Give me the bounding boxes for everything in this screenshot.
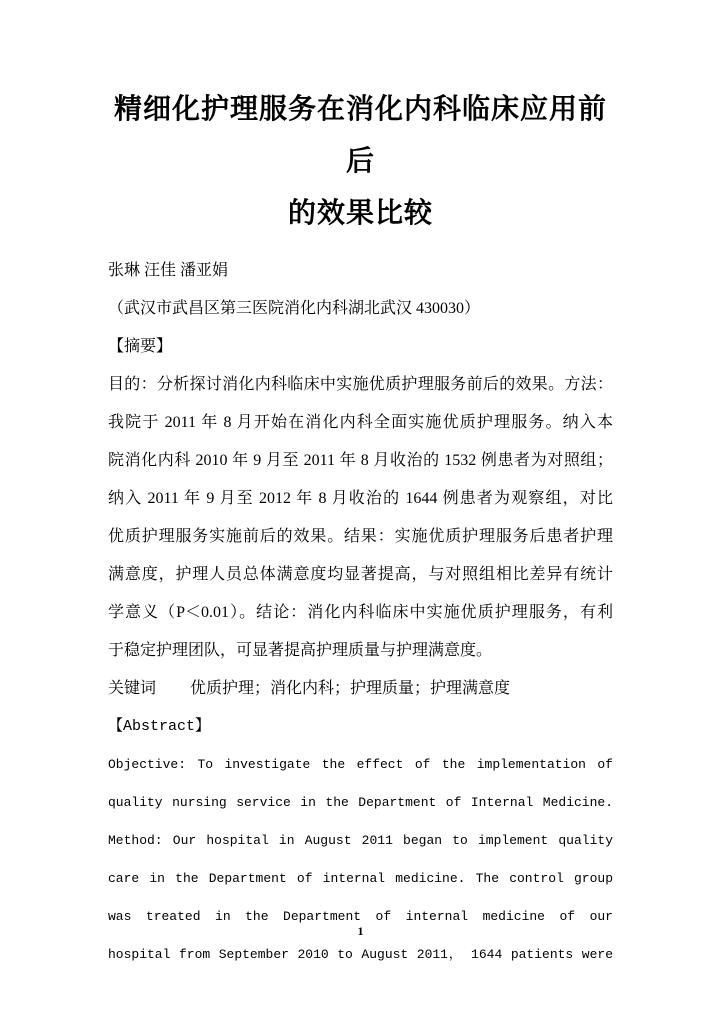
abstract-en-line: care in the Department of internal medicine. The control group (108, 871, 613, 886)
paper-title (108, 84, 613, 240)
abstract-en-line: Objective: To investigate the effect of the implementation of (108, 757, 613, 772)
keywords-line (108, 670, 613, 708)
abstract-cn-line: 纳入 2011 年 9 月至 2012 年 8 月收治的 1644 例患者为观察组，对比 (108, 490, 613, 507)
page-content (108, 0, 613, 974)
abstract-en-line: Method: Our hospital in August 2011 began to implement quality (108, 833, 613, 848)
abstract-cn-line: 院消化内科 2010 年 9 月至 2011 年 8 月收治的 1532 例患者为对照组； (108, 452, 613, 469)
abstract-cn-line: 学意义（P＜0.01）。结论：消化内科临床中实施优质护理服务，有利 (108, 604, 613, 621)
abstract-en-line: quality nursing service in the Department of Internal Medicine. (108, 795, 613, 810)
keywords-label: 关键词 (108, 680, 157, 697)
abstract-en-line: was treated in the Department of internal medicine of our (108, 909, 613, 924)
abstract-cn-line: 于稳定护理团队，可显著提高护理质量与护理满意度。 (108, 642, 493, 659)
abstract-cn-line: 优质护理服务实施前后的效果。结果：实施优质护理服务后患者护理 (108, 528, 613, 545)
keywords-text: 优质护理；消化内科；护理质量；护理满意度 (190, 680, 511, 697)
abstract-en-line: hospital from September 2010 to August 2011， 1644 patients were (108, 947, 613, 962)
paper-title-line-1: 精细化护理服务在消化内科临床应用前后 (113, 94, 607, 177)
paper-title-line-2: 的效果比较 (287, 198, 433, 229)
abstract-cn-line: 满意度，护理人员总体满意度均显著提高，与对照组相比差异有统计 (108, 566, 613, 583)
affiliation: （武汉市武昌区第三医院消化内科湖北武汉 430030） (108, 300, 481, 317)
abstract-cn-header: 【摘要】 (108, 338, 173, 355)
abstract-cn-line: 目的：分析探讨消化内科临床中实施优质护理服务前后的效果。方法： (108, 376, 613, 393)
abstract-en-header: 【Abstract】 (108, 718, 211, 735)
authors: 张琳 汪佳 潘亚娟 (108, 262, 229, 279)
page-number: 1 (357, 924, 364, 938)
abstract-cn-line: 我院于 2011 年 8 月开始在消化内科全面实施优质护理服务。纳入本 (108, 414, 613, 431)
